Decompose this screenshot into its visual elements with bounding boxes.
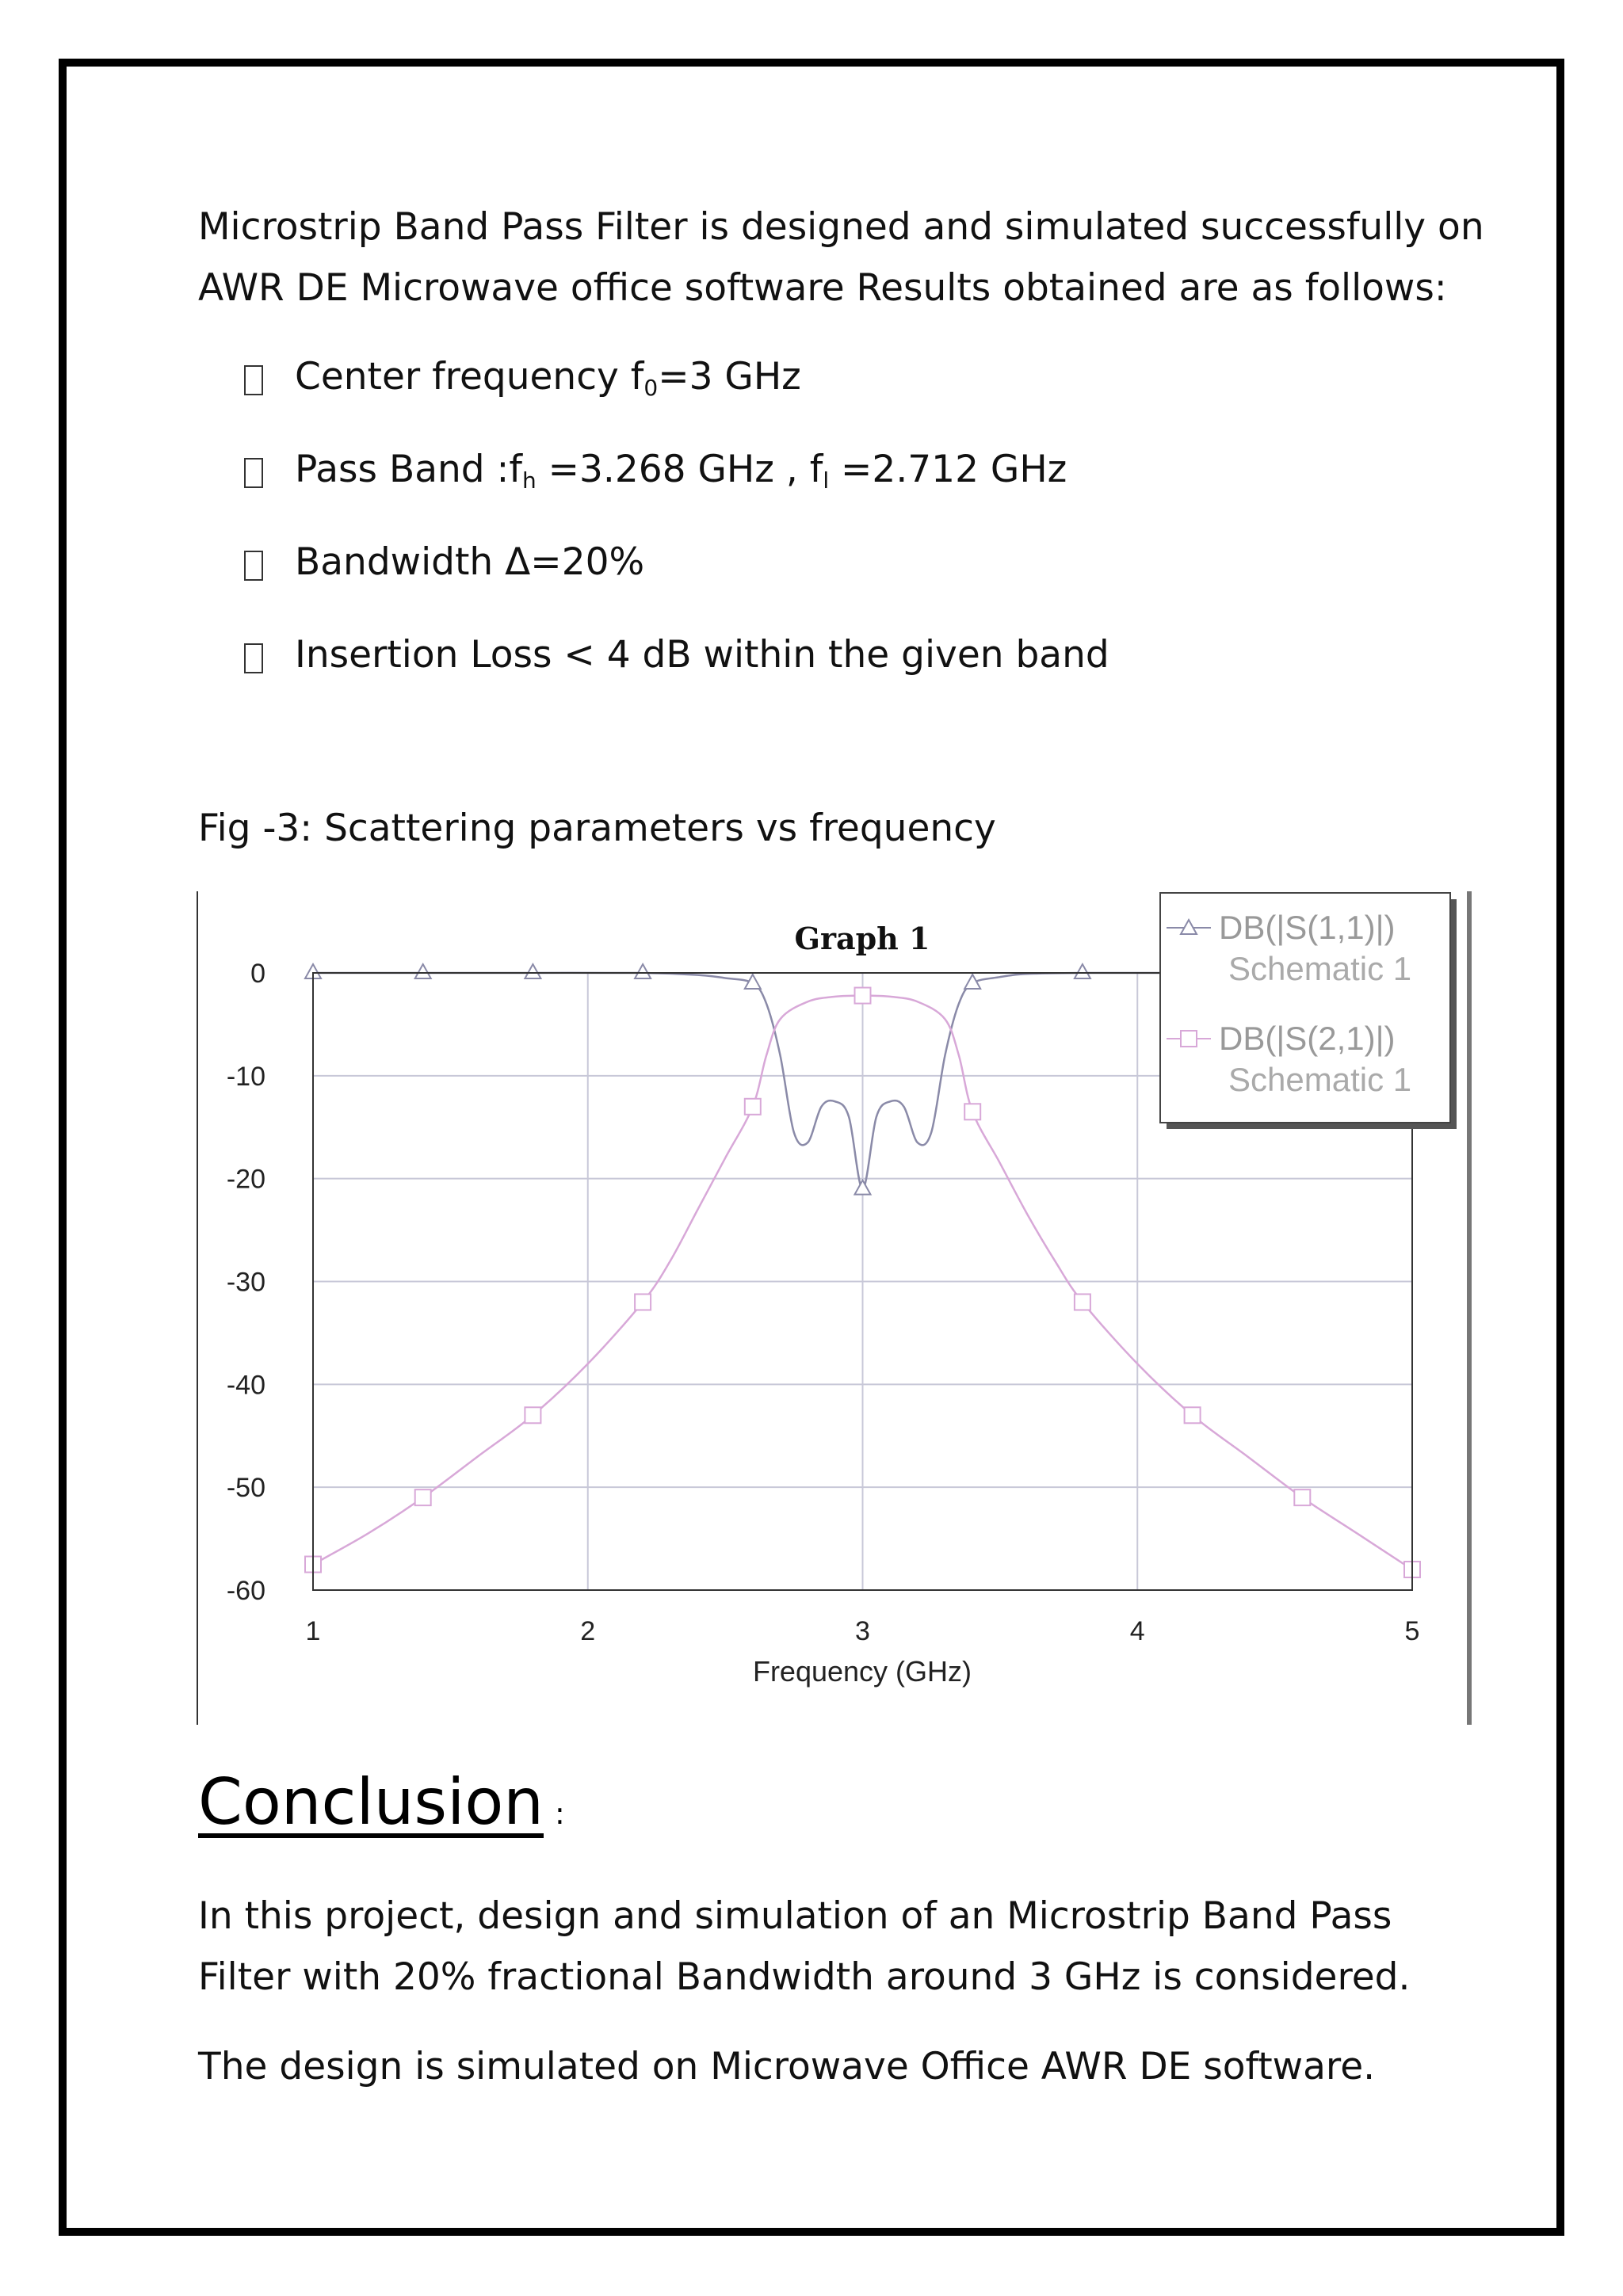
x-tick-label: 2	[580, 1616, 596, 1646]
result-insertion-loss: Insertion Loss < 4 dB within the given band	[295, 633, 1109, 677]
figure-caption: Fig -3: Scattering parameters vs frequency	[198, 807, 996, 850]
conclusion-line-1: In this project, design and simulation of an Microstrip Band Pass	[198, 1894, 1392, 1938]
x-tick-label: 1	[305, 1616, 321, 1646]
conclusion-line-2: Filter with 20% fractional Bandwidth around 3 GHz is considered.	[198, 1955, 1411, 1999]
conclusion-heading: Conclusion :	[198, 1765, 565, 1839]
y-tick-label: -50	[226, 1473, 265, 1504]
s21-marker	[1075, 1294, 1090, 1310]
s11-marker	[855, 1180, 871, 1195]
result-pass-band: Pass Band $:f_h =3.268$ GHz , $f_l =2.712$ GHz	[295, 448, 1067, 494]
conclusion-line-3: The design is simulated on Microwave Office AWR DE software.	[198, 2045, 1376, 2088]
x-tick-label: 4	[1129, 1616, 1145, 1646]
result-bandwidth: Bandwidth Δ=20%	[295, 540, 645, 584]
result-center-frequency: Center frequency $f_0=3$ GHz	[295, 355, 801, 401]
chart-legend	[1160, 893, 1457, 1129]
s11-marker	[1075, 964, 1090, 978]
x-tick-labels	[306, 1616, 1420, 1646]
s21-marker	[525, 1407, 540, 1423]
y-tick-label: -30	[226, 1267, 265, 1298]
s21-marker	[1294, 1489, 1310, 1505]
s21-marker	[855, 988, 871, 1004]
s11-marker	[635, 964, 651, 978]
y-tick-label: -60	[226, 1576, 265, 1606]
s21-marker	[635, 1294, 651, 1310]
y-tick-label: -40	[226, 1370, 265, 1401]
s21-marker	[964, 1104, 980, 1119]
legend-s11-source: Schematic 1	[1228, 950, 1412, 987]
legend-s21-source: Schematic 1	[1228, 1061, 1412, 1098]
bullet-box-icon	[244, 365, 263, 395]
bullet-box-icon	[244, 643, 263, 673]
intro-line-1: Microstrip Band Pass Filter is designed and simulated successfully on	[198, 205, 1484, 249]
intro-line-2: AWR DE Microwave office software Results obtained are as follows:	[198, 266, 1447, 310]
s21-marker	[415, 1489, 431, 1505]
square-marker-icon	[1181, 1031, 1197, 1047]
x-tick-label: 3	[855, 1616, 870, 1646]
s21-marker	[745, 1099, 761, 1115]
legend-s11-name: DB(|S(1,1)|)	[1219, 909, 1396, 946]
y-tick-label: 0	[250, 959, 265, 989]
y-tick-label: -10	[226, 1061, 265, 1092]
s-parameter-chart	[197, 891, 1474, 1725]
x-axis-label: Frequency (GHz)	[752, 1655, 972, 1688]
legend-s21-name: DB(|S(2,1)|)	[1219, 1020, 1396, 1057]
x-tick-label: 5	[1404, 1616, 1420, 1646]
y-tick-labels	[227, 959, 265, 1606]
y-tick-label: -20	[226, 1164, 265, 1195]
bullet-box-icon	[244, 551, 263, 581]
chart-title: Graph 1	[794, 921, 930, 956]
s11-marker	[415, 964, 431, 978]
s11-marker	[525, 964, 540, 978]
bullet-box-icon	[244, 458, 263, 488]
s21-marker	[1185, 1407, 1201, 1423]
